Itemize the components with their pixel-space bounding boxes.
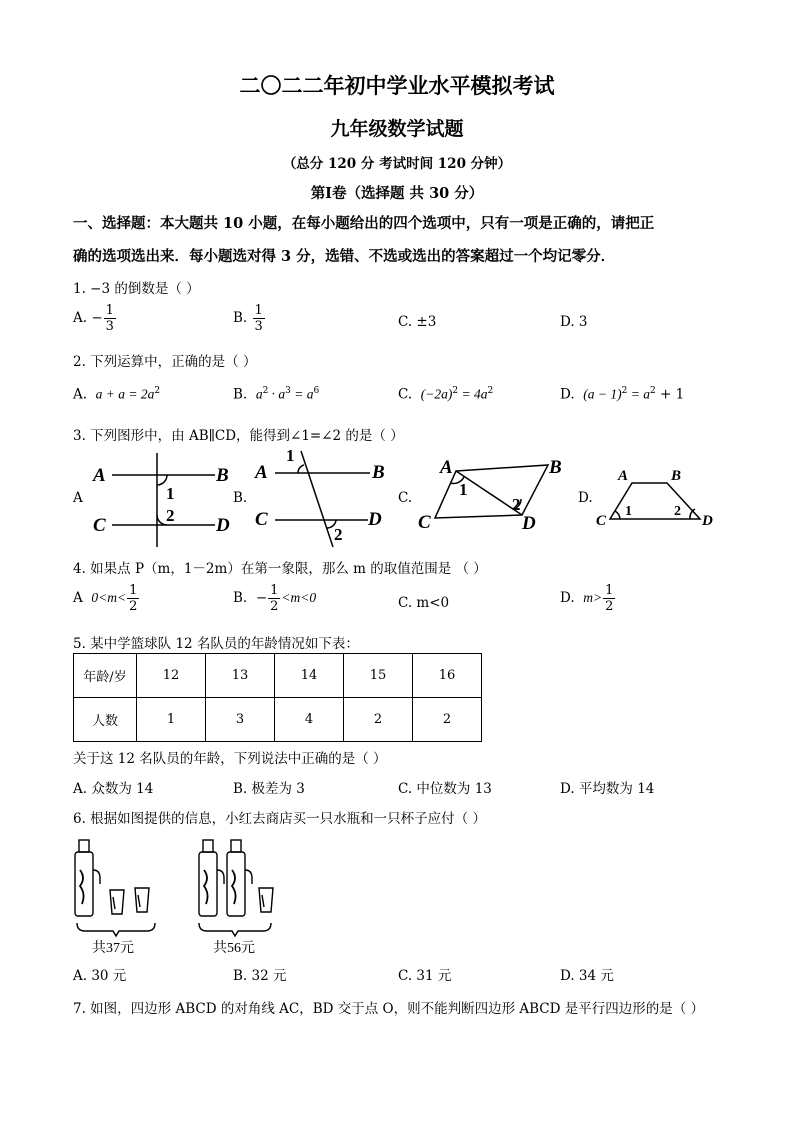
question-7-stem: 7. 如图，四边形 ABCD 的对角线 AC，BD 交于点 O，则不能判断四边形 ABCD 是平行四边形的是（ ） (73, 1001, 705, 1017)
svg-text:1: 1 (459, 480, 468, 499)
q4-option-d: D. m> $\frac{1}{2}$ (560, 583, 614, 614)
svg-text:A: A (618, 468, 629, 484)
q3-option-d-label: D. (578, 490, 593, 506)
svg-text:2: 2 (166, 506, 175, 525)
question-5-stem: 5. 某中学篮球队 12 名队员的年龄情况如下表： (73, 636, 359, 652)
svg-text:A: A (440, 457, 453, 478)
cup-icon (110, 890, 124, 914)
q2-option-a: A. $a + a = 2a^2$ (73, 386, 161, 403)
q4-option-c: C. m<0 (398, 595, 450, 611)
instructions-line-2: 确的选项选出来．每小题选对得 3 分，选错、不选或选出的答案超过一个均记零分． (73, 248, 616, 265)
svg-text:1: 1 (166, 484, 175, 503)
figure-b-labels (254, 446, 385, 544)
table-cell: 年龄/岁 (74, 654, 137, 698)
q3-option-b-label: B. (233, 490, 248, 506)
q5-option-b: B. 极差为 3 (233, 781, 305, 797)
table-cell: 2 (413, 698, 482, 742)
svg-text:B: B (216, 465, 229, 486)
question-2-stem: 2. 下列运算中，正确的是（ ） (73, 354, 257, 370)
q6-option-b: B. 32 元 (233, 968, 287, 984)
cup-icon (259, 888, 273, 912)
q2-option-d: D. $(a - 1)^2 = a^2 + 1$ (560, 386, 685, 403)
svg-text:C: C (596, 513, 607, 529)
figure-d (610, 483, 700, 519)
bottle-icon (227, 840, 252, 916)
figure-b (275, 451, 370, 547)
svg-text:C: C (418, 512, 431, 533)
q6-figure (60, 835, 300, 957)
bottle-icon (75, 840, 100, 916)
svg-text:C: C (255, 509, 268, 530)
question-4-stem: 4. 如果点 P（m，1－2m）在第一象限，那么 m 的取值范围是 （ ） (73, 561, 487, 577)
q6-option-d: D. 34 元 (560, 968, 614, 984)
svg-text:A: A (255, 462, 268, 483)
brace-2 (199, 923, 271, 936)
table-cell: 15 (344, 654, 413, 698)
svg-text:1: 1 (625, 504, 632, 519)
question-1-stem: 1. −3 的倒数是（ ） (73, 281, 200, 297)
table-cell: 1 (137, 698, 206, 742)
svg-text:B: B (549, 457, 562, 478)
instructions-line-1: 一、选择题：本大题共 10 小题，在每小题给出的四个选项中，只有一项是正确的，请把正 (73, 215, 655, 232)
q4-option-b: B. − $\frac{1}{2}$ <m<0 (233, 583, 317, 614)
svg-text:D: D (522, 513, 536, 534)
svg-text:2: 2 (512, 495, 521, 514)
table-cell: 12 (137, 654, 206, 698)
exam-info: （总分 120 分 考试时间 120 分钟） (282, 156, 512, 172)
table-cell: 2 (344, 698, 413, 742)
table-cell: 16 (413, 654, 482, 698)
bottle-icon (199, 840, 224, 916)
brace-1 (77, 923, 155, 936)
q3-option-a-label: A (73, 490, 83, 506)
age-table (73, 653, 482, 742)
svg-text:D: D (368, 509, 382, 530)
q1-option-a: A. − $\frac{1}{3}$ (73, 303, 114, 334)
table-row (74, 698, 482, 742)
q5-option-a: A. 众数为 14 (73, 781, 154, 797)
q5-option-d: D. 平均数为 14 (560, 781, 655, 797)
svg-text:B: B (372, 462, 385, 483)
table-row (74, 654, 482, 698)
q6-option-c: C. 31 元 (398, 968, 452, 984)
table-cell: 4 (275, 698, 344, 742)
figure-d-labels (596, 468, 713, 529)
svg-text:B: B (671, 468, 682, 484)
exam-subtitle: 九年级数学试题 (330, 118, 464, 140)
figure-a (112, 453, 215, 547)
caption-1: 共37元 (92, 941, 134, 956)
svg-text:2: 2 (334, 525, 343, 544)
svg-text:D: D (216, 515, 230, 536)
svg-text:A: A (93, 465, 106, 486)
table-cell: 14 (275, 654, 344, 698)
q5-option-c: C. 中位数为 13 (398, 781, 492, 797)
caption-2: 共56元 (213, 941, 255, 956)
svg-text:1: 1 (286, 446, 295, 465)
question-5-followup: 关于这 12 名队员的年龄，下列说法中正确的是（ ） (73, 751, 387, 767)
svg-text:2: 2 (674, 504, 681, 519)
q3-option-c-label: C. (398, 490, 413, 506)
table-cell: 人数 (74, 698, 137, 742)
q4-option-a: A 0<m< $\frac{1}{2}$ (73, 583, 138, 614)
question-3-stem: 3. 下列图形中，由 AB∥CD，能得到∠1=∠2 的是（ ） (73, 428, 404, 444)
cup-icon (135, 888, 149, 912)
q2-option-b: B. $a^2 \cdot a^3 = a^6$ (233, 386, 320, 403)
question-6-stem: 6. 根据如图提供的信息，小红去商店买一只水瓶和一只杯子应付（ ） (73, 811, 486, 827)
q3-figures (0, 445, 794, 550)
q1-option-b: B. $\frac{1}{3}$ (233, 303, 263, 334)
q1-option-d: D. 3 (560, 314, 588, 330)
table-cell: 3 (206, 698, 275, 742)
svg-text:D: D (702, 513, 713, 529)
table-cell: 13 (206, 654, 275, 698)
q1-option-c: C. ±3 (398, 314, 437, 330)
q2-option-c: C. $(-2a)^2 = 4a^2$ (398, 386, 494, 403)
q6-option-a: A. 30 元 (73, 968, 127, 984)
svg-text:C: C (93, 515, 106, 536)
section-heading: 第Ⅰ卷（选择题 共 30 分） (310, 185, 484, 202)
exam-title: 二〇二二年初中学业水平模拟考试 (239, 73, 555, 98)
